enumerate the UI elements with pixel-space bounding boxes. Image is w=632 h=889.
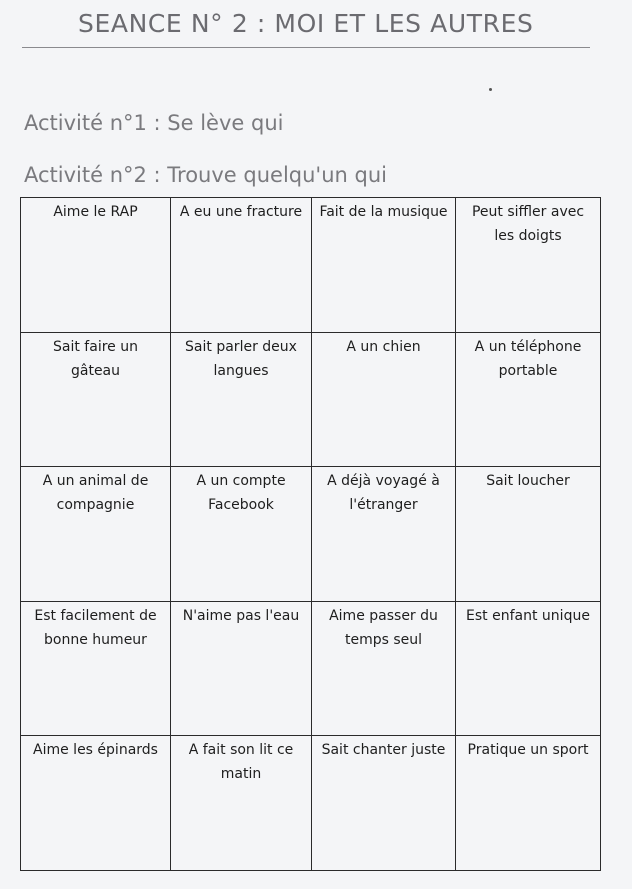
grid-cell: A déjà voyagé à l'étranger <box>312 467 456 602</box>
grid-row <box>21 332 601 467</box>
grid-cell: Aime le RAP <box>21 198 171 333</box>
grid-cell: Fait de la musique <box>312 198 456 333</box>
grid-row <box>21 467 601 602</box>
grid-cell: Est enfant unique <box>456 601 601 736</box>
grid-cell: A un chien <box>312 332 456 467</box>
grid-cell: Sait chanter juste <box>312 736 456 871</box>
grid-cell: Peut siffler avec les doigts <box>456 198 601 333</box>
title-divider <box>22 47 590 48</box>
grid-cell: Pratique un sport <box>456 736 601 871</box>
activity-2-heading: Activité n°2 : Trouve quelqu'un qui <box>24 163 387 187</box>
grid-row <box>21 601 601 736</box>
grid-cell: Aime passer du temps seul <box>312 601 456 736</box>
grid-cell: Sait parler deux langues <box>171 332 312 467</box>
stray-dot <box>489 88 492 91</box>
activity-1-heading: Activité n°1 : Se lève qui <box>24 111 284 135</box>
grid-cell: A un animal de compagnie <box>21 467 171 602</box>
grid-cell: Aime les épinards <box>21 736 171 871</box>
grid-row <box>21 736 601 871</box>
grid-cell: A un téléphone portable <box>456 332 601 467</box>
grid-cell: A fait son lit ce matin <box>171 736 312 871</box>
grid-row <box>21 198 601 333</box>
grid-cell: A eu une fracture <box>171 198 312 333</box>
grid-cell: Sait loucher <box>456 467 601 602</box>
grid-cell: Sait faire un gâteau <box>21 332 171 467</box>
grid-cell: Est facilement de bonne humeur <box>21 601 171 736</box>
grid-cell: N'aime pas l'eau <box>171 601 312 736</box>
find-someone-grid <box>20 197 601 871</box>
grid-cell: A un compte Facebook <box>171 467 312 602</box>
page-title: SEANCE N° 2 : MOI ET LES AUTRES <box>78 9 534 38</box>
